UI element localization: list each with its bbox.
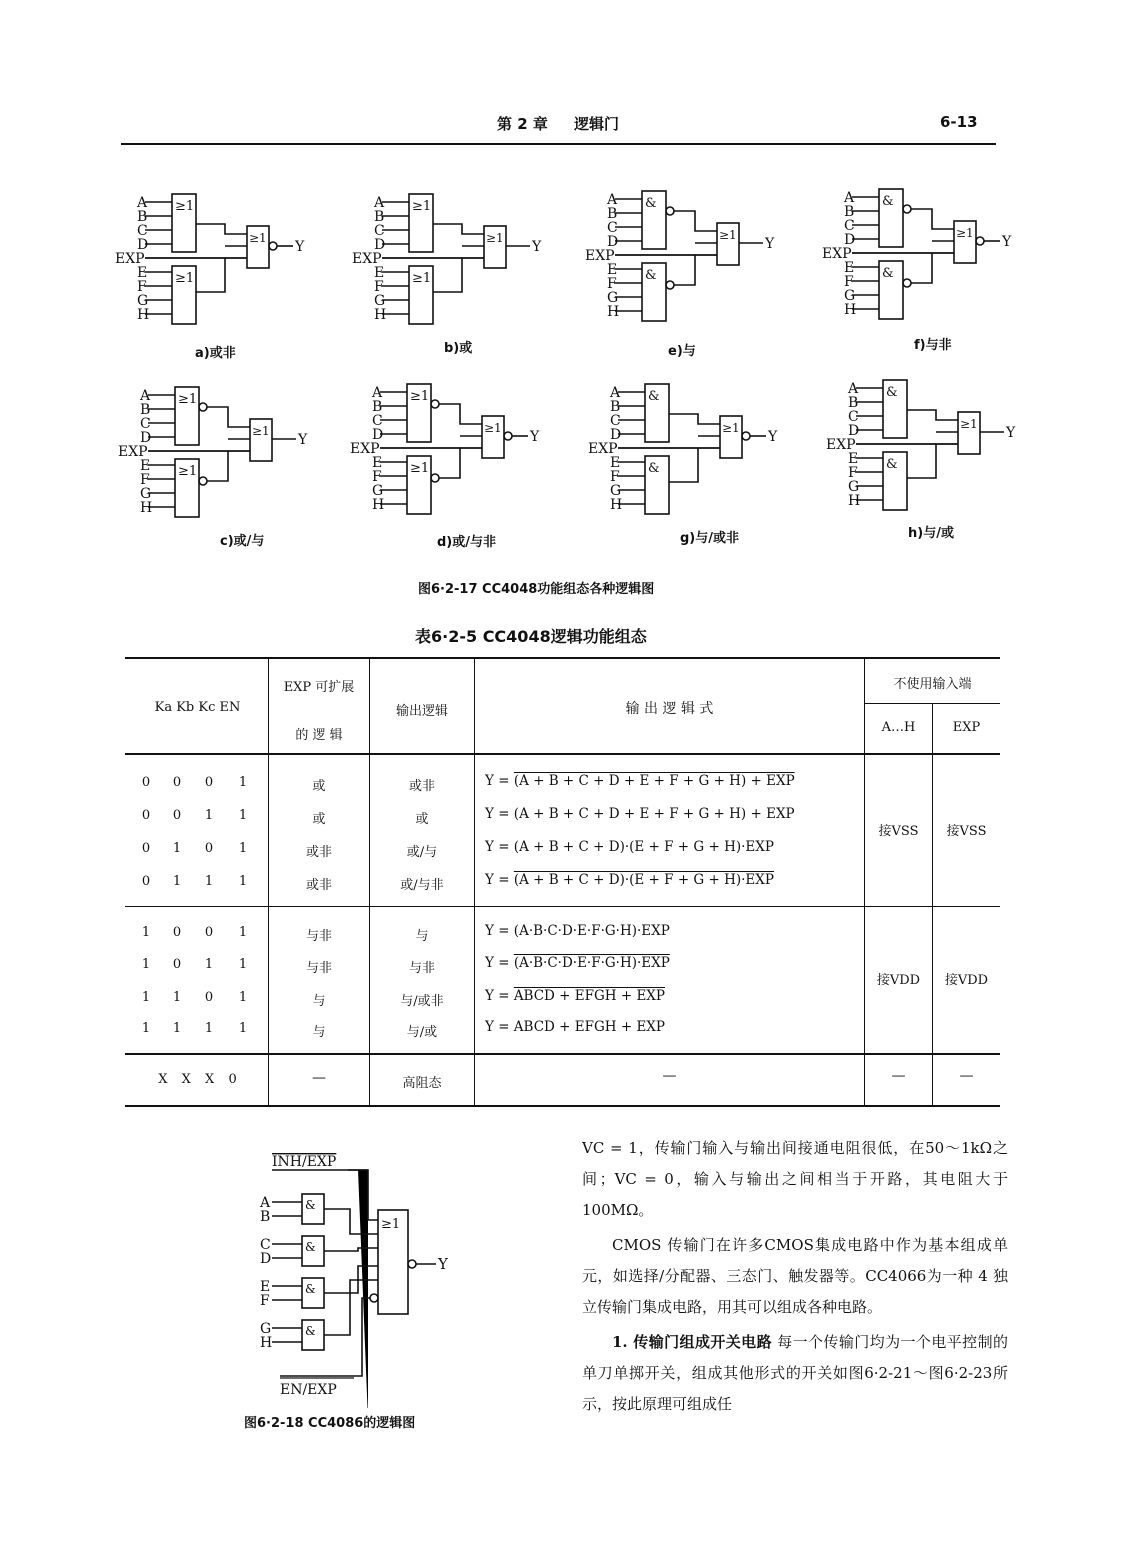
- gate-symbol: ≥1: [412, 271, 432, 286]
- header-unused-exp: EXP: [952, 720, 981, 735]
- input-label: B: [607, 206, 618, 222]
- k-cell: 1: [238, 925, 248, 940]
- gate-symbol: &: [305, 1198, 316, 1212]
- k-cell: 1: [204, 1021, 214, 1036]
- input-label: E: [260, 1279, 271, 1295]
- output-label: Y: [438, 1255, 448, 1273]
- input-label: H: [372, 497, 385, 513]
- panel-caption-g: g)与/或非: [680, 531, 739, 546]
- k-cell: 1: [238, 957, 248, 972]
- gate-symbol: &: [648, 461, 660, 476]
- logic-panel-e: [585, 185, 785, 330]
- gate-symbol: ≥1: [412, 199, 432, 214]
- input-label: H: [607, 304, 620, 320]
- k-cell: 1: [204, 874, 214, 889]
- logic-panel-f: [822, 183, 1022, 328]
- expr-cell: Y = (A + B + C + D)·(E + F + G + H)·EXP: [485, 839, 774, 855]
- cc4086-logic-diagram: [258, 1148, 488, 1408]
- input-label: B: [260, 1209, 271, 1225]
- input-label: H: [374, 307, 387, 323]
- input-label: E: [140, 458, 151, 474]
- input-label: A: [137, 195, 148, 211]
- en-exp-label: EN/EXP: [280, 1382, 337, 1398]
- exp-cell: 与: [312, 994, 326, 1009]
- input-label: G: [260, 1321, 272, 1337]
- gate-symbol: &: [882, 266, 894, 281]
- logic-panel-a: [115, 188, 315, 333]
- input-label: G: [140, 486, 152, 502]
- header-exp-2: 的 逻 辑: [295, 728, 343, 743]
- gate-symbol: ≥1: [410, 389, 430, 404]
- panel-caption-f: f)与非: [914, 338, 952, 353]
- k-cell: 0: [204, 925, 214, 940]
- gate-symbol: ≥1: [956, 226, 974, 240]
- input-label: EXP: [118, 444, 148, 460]
- input-label: B: [848, 395, 859, 411]
- last-row-k: X X X 0: [158, 1072, 237, 1087]
- input-label: D: [137, 237, 149, 253]
- logic-cell: 或/与非: [400, 878, 444, 893]
- input-label: F: [607, 276, 617, 292]
- k-cell: 1: [238, 808, 248, 823]
- input-label: D: [374, 237, 386, 253]
- input-label: EXP: [115, 251, 145, 267]
- k-cell: 1: [204, 808, 214, 823]
- k-cell: 0: [204, 841, 214, 856]
- exp-cell: 与非: [305, 961, 332, 976]
- input-label: G: [848, 479, 860, 495]
- expr-cell: Y = (A·B·C·D·E·F·G·H)·EXP: [485, 923, 670, 939]
- k-cell: 1: [204, 957, 214, 972]
- panel-caption-c: c)或/与: [220, 534, 265, 549]
- input-label: B: [372, 399, 383, 415]
- exp-cell: 或非: [305, 845, 332, 860]
- input-label: D: [610, 427, 622, 443]
- output-label: Y: [295, 239, 305, 255]
- k-cell: 1: [238, 775, 248, 790]
- logic-cell: 与: [415, 929, 429, 944]
- k-cell: 0: [141, 874, 151, 889]
- k-cell: 0: [172, 808, 182, 823]
- panel-caption-b: b)或: [444, 341, 473, 356]
- gate-symbol: &: [305, 1324, 316, 1338]
- input-label: B: [374, 209, 385, 225]
- input-label: F: [374, 279, 384, 295]
- output-label: Y: [765, 236, 775, 252]
- header-out-expr: 输 出 逻 辑 式: [625, 701, 714, 717]
- input-label: A: [374, 195, 385, 211]
- input-label: C: [374, 223, 385, 239]
- k-cell: 1: [141, 1021, 151, 1036]
- input-label: D: [848, 423, 860, 439]
- input-label: F: [844, 274, 854, 290]
- input-label: A: [610, 385, 621, 401]
- page-number: 6-13: [940, 113, 978, 131]
- panel-caption-d: d)或/与非: [437, 535, 496, 550]
- gate-symbol: ≥1: [410, 461, 430, 476]
- gate-symbol: ≥1: [175, 199, 195, 214]
- group1-unused-ah: 接VSS: [878, 824, 919, 839]
- table-title: 表6·2-5 CC4048逻辑功能组态: [415, 627, 647, 646]
- figure-6-2-17-caption: 图6·2-17 CC4048功能组态各种逻辑图: [418, 582, 655, 597]
- panel-caption-h: h)与/或: [908, 526, 954, 541]
- output-label: Y: [298, 432, 308, 448]
- input-label: A: [140, 388, 151, 404]
- input-label: A: [848, 381, 859, 397]
- input-label: EXP: [585, 248, 615, 264]
- gate-symbol: &: [645, 268, 657, 283]
- gate-symbol: ≥1: [178, 392, 198, 407]
- expr-cell: Y = (A + B + C + D + E + F + G + H) + EXP: [485, 773, 795, 789]
- input-label: C: [610, 413, 621, 429]
- table-header-rule: [125, 753, 1000, 755]
- input-label: G: [374, 293, 386, 309]
- paragraph-1: VC = 1，传输门输入与输出间接通电阻很低，在50～1kΩ之间；VC = 0，输入与输出之间相当于开路，其电阻大于100MΩ。: [582, 1139, 1008, 1219]
- input-label: C: [607, 220, 618, 236]
- input-label: EXP: [826, 437, 856, 453]
- input-label: C: [372, 413, 383, 429]
- gate-symbol: &: [882, 194, 894, 209]
- gate-symbol: &: [645, 196, 657, 211]
- input-label: E: [610, 455, 621, 471]
- last-row-expr: —: [662, 1068, 677, 1084]
- exp-cell: 或非: [305, 878, 332, 893]
- k-cell: 1: [172, 841, 182, 856]
- gate-symbol: ≥1: [249, 231, 267, 245]
- body-text: [582, 1133, 1008, 1420]
- input-label: A: [372, 385, 383, 401]
- input-label: D: [844, 232, 856, 248]
- input-label: G: [844, 288, 856, 304]
- k-cell: 1: [141, 957, 151, 972]
- input-label: EXP: [822, 246, 852, 262]
- last-row-exp: —: [312, 1070, 326, 1086]
- logic-panel-d: [350, 378, 550, 523]
- k-cell: 0: [172, 775, 182, 790]
- table-vline: [268, 657, 269, 1107]
- expr-cell: Y = (A·B·C·D·E·F·G·H)·EXP: [485, 955, 670, 971]
- exp-cell: 或: [312, 812, 326, 827]
- output-label: Y: [532, 239, 542, 255]
- logic-cell: 与/或: [406, 1025, 438, 1040]
- input-label: C: [137, 223, 148, 239]
- input-label: EXP: [352, 251, 382, 267]
- paragraph-2: CMOS 传输门在许多CMOS集成电路中作为基本组成单元，如选择/分配器、三态门、触发器等。CC4066为一种 4 独立传输门集成电路，用其可以组成各种电路。: [582, 1236, 1008, 1316]
- k-cell: 0: [204, 775, 214, 790]
- logic-panel-c: [118, 381, 318, 526]
- k-cell: 0: [141, 841, 151, 856]
- input-label: H: [260, 1335, 273, 1351]
- k-cell: 1: [172, 1021, 182, 1036]
- input-label: C: [140, 416, 151, 432]
- input-label: B: [844, 204, 855, 220]
- output-label: Y: [530, 429, 540, 445]
- input-label: D: [260, 1251, 272, 1267]
- gate-symbol: ≥1: [175, 271, 195, 286]
- input-label: F: [260, 1293, 270, 1309]
- inh-exp-label: INH/EXP: [272, 1154, 337, 1170]
- input-label: D: [607, 234, 619, 250]
- header-out-logic: 输出逻辑: [395, 704, 448, 719]
- last-row-expcol: —: [959, 1068, 974, 1084]
- group1-unused-exp: 接VSS: [946, 824, 987, 839]
- input-label: G: [137, 293, 149, 309]
- gate-symbol: ≥1: [719, 228, 737, 242]
- exp-cell: 与: [312, 1025, 326, 1040]
- input-label: G: [607, 290, 619, 306]
- exp-cell: 与非: [305, 929, 332, 944]
- gate-symbol: &: [305, 1282, 316, 1296]
- input-label: B: [137, 209, 148, 225]
- input-label: H: [137, 307, 150, 323]
- gate-symbol: ≥1: [960, 417, 978, 431]
- input-label: B: [610, 399, 621, 415]
- expr-cell: Y = ABCD + EFGH + EXP: [485, 988, 666, 1004]
- header-rule: [121, 143, 996, 145]
- input-label: E: [137, 265, 148, 281]
- input-label: E: [848, 451, 859, 467]
- header-unused: 不使用输入端: [893, 677, 972, 692]
- k-cell: 0: [204, 990, 214, 1005]
- output-label: Y: [1002, 234, 1012, 250]
- logic-cell: 或非: [408, 779, 435, 794]
- gate-symbol: ≥1: [484, 421, 502, 435]
- k-cell: 0: [141, 775, 151, 790]
- input-label: F: [848, 465, 858, 481]
- header-k: Ka Kb Kc EN: [154, 700, 241, 715]
- input-label: C: [260, 1237, 271, 1253]
- input-label: D: [140, 430, 152, 446]
- gate-symbol: ≥1: [252, 424, 270, 438]
- input-label: E: [607, 262, 618, 278]
- expr-cell: Y = (A + B + C + D + E + F + G + H) + EXP: [485, 806, 795, 822]
- input-label: E: [374, 265, 385, 281]
- k-cell: 1: [141, 925, 151, 940]
- expr-cell: Y = (A + B + C + D)·(E + F + G + H)·EXP: [485, 872, 774, 888]
- input-label: C: [848, 409, 859, 425]
- paragraph-3-heading: 1. 传输门组成开关电路: [612, 1333, 773, 1351]
- gate-symbol: &: [886, 385, 898, 400]
- input-label: A: [607, 192, 618, 208]
- input-label: B: [140, 402, 151, 418]
- group2-unused-exp: 接VDD: [944, 973, 989, 988]
- gate-symbol: ≥1: [486, 231, 504, 245]
- chapter-title: 逻辑门: [574, 115, 620, 133]
- k-cell: 1: [238, 874, 248, 889]
- k-cell: 1: [141, 990, 151, 1005]
- table-top-rule: [125, 657, 1000, 659]
- gate-symbol: ≥1: [381, 1217, 401, 1232]
- input-label: E: [844, 260, 855, 276]
- gate-symbol: &: [648, 389, 660, 404]
- table-vline: [932, 703, 933, 1107]
- last-row-ah: —: [891, 1068, 906, 1084]
- logic-cell: 与非: [408, 961, 435, 976]
- paragraph-3-text: 每一个传输门均为一个电平控制的单刀单掷开关，组成其他形式的开关如图6·2-21～图6·2-23所示，按此原理可组成任: [582, 1333, 1008, 1413]
- k-cell: 0: [141, 808, 151, 823]
- logic-cell: 或: [415, 812, 429, 827]
- expr-cell: Y = ABCD + EFGH + EXP: [485, 1019, 665, 1035]
- table-last-rule: [125, 1053, 1000, 1055]
- table-bottom-rule: [125, 1105, 1000, 1107]
- k-cell: 1: [172, 874, 182, 889]
- input-label: H: [610, 497, 623, 513]
- k-cell: 1: [238, 990, 248, 1005]
- gate-symbol: ≥1: [722, 421, 740, 435]
- input-label: D: [372, 427, 384, 443]
- input-label: EXP: [588, 441, 618, 457]
- input-label: C: [844, 218, 855, 234]
- gate-symbol: &: [886, 457, 898, 472]
- output-label: Y: [768, 429, 778, 445]
- gate-symbol: ≥1: [178, 464, 198, 479]
- input-label: EXP: [350, 441, 380, 457]
- input-label: E: [372, 455, 383, 471]
- logic-panel-h: [826, 374, 1026, 519]
- logic-panel-b: [352, 188, 552, 333]
- k-cell: 0: [172, 957, 182, 972]
- panel-caption-e: e)与: [668, 344, 696, 359]
- k-cell: 0: [172, 925, 182, 940]
- header-unused-ah: A…H: [881, 720, 916, 735]
- panel-caption-a: a)或非: [195, 346, 236, 361]
- input-label: H: [848, 493, 861, 509]
- logic-cell: 或/与: [406, 845, 438, 860]
- table-group-rule: [125, 906, 1000, 907]
- chapter-number: 第 2 章: [497, 115, 548, 133]
- input-label: A: [260, 1195, 271, 1211]
- input-label: G: [372, 483, 384, 499]
- input-label: F: [137, 279, 147, 295]
- group2-unused-ah: 接VDD: [876, 973, 921, 988]
- logic-panel-g: [588, 378, 788, 523]
- input-label: G: [610, 483, 622, 499]
- exp-cell: 或: [312, 779, 326, 794]
- logic-cell: 与/或非: [400, 994, 444, 1009]
- output-label: Y: [1006, 425, 1016, 441]
- gate-symbol: &: [305, 1240, 316, 1254]
- header-exp-1: EXP 可扩展: [283, 680, 355, 695]
- input-label: F: [610, 469, 620, 485]
- figure-6-2-18-caption: 图6·2-18 CC4086的逻辑图: [244, 1416, 416, 1431]
- input-label: F: [140, 472, 150, 488]
- last-row-logic: 高阻态: [402, 1076, 442, 1091]
- input-label: A: [844, 190, 855, 206]
- input-label: H: [844, 302, 857, 318]
- k-cell: 1: [238, 1021, 248, 1036]
- input-label: H: [140, 500, 153, 516]
- table-vline: [474, 657, 475, 1107]
- k-cell: 1: [238, 841, 248, 856]
- k-cell: 1: [172, 990, 182, 1005]
- paragraph-3: [582, 1327, 1008, 1420]
- input-label: F: [372, 469, 382, 485]
- table-subheader-rule: [864, 703, 1000, 704]
